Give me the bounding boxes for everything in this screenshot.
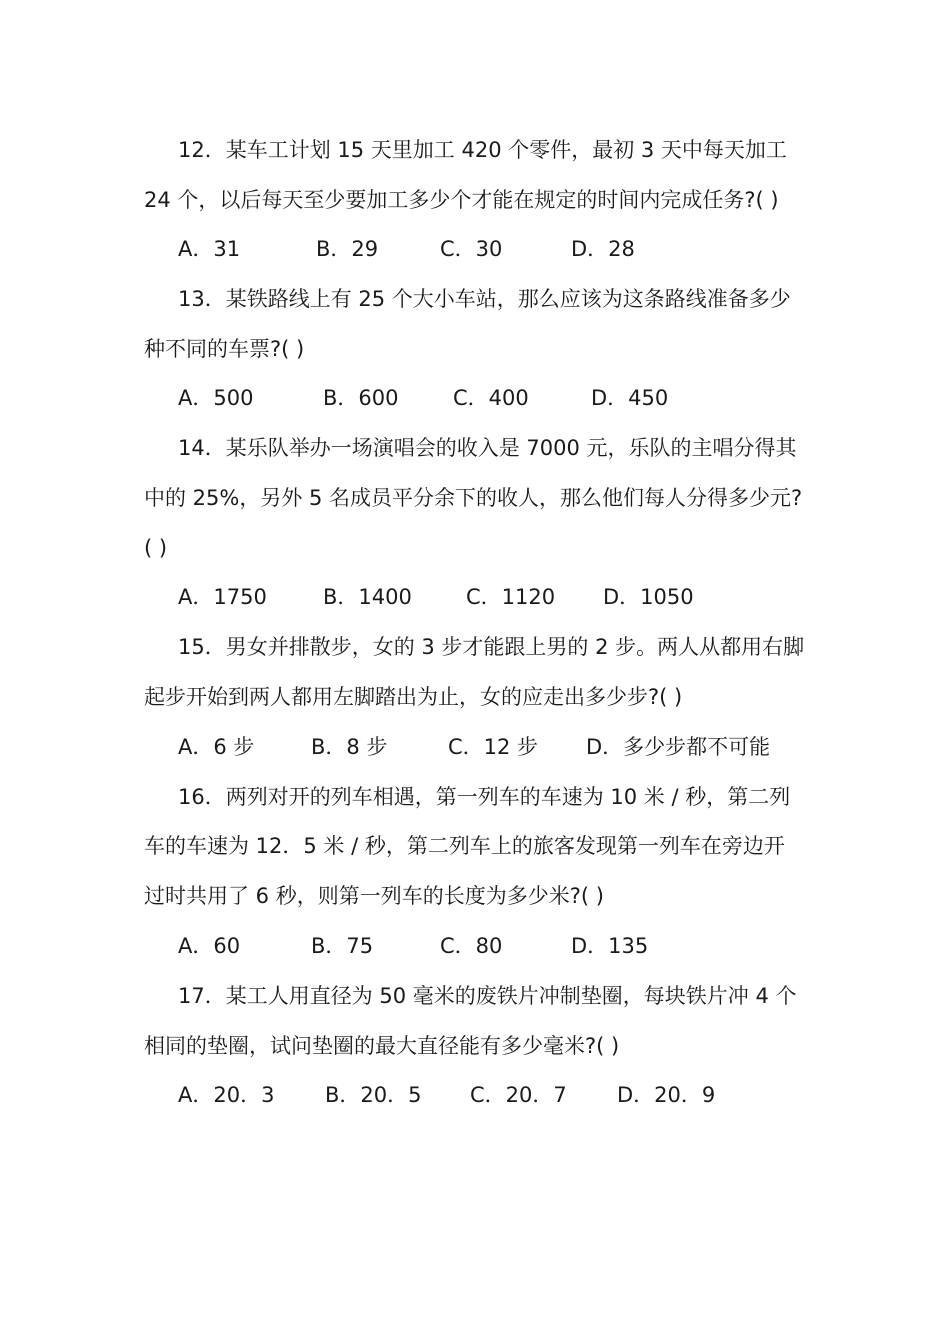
option-b: B．1400: [323, 585, 412, 609]
option-b: B．600: [323, 386, 399, 410]
question-14-line-3: ( ): [144, 536, 168, 560]
question-16-line-1: 16．两列对开的列车相遇，第一列车的车速为 10 米 / 秒，第二列: [178, 785, 791, 809]
option-d: D．28: [571, 237, 635, 261]
option-a: A．31: [178, 237, 241, 261]
question-17-line-2: 相同的垫圈，试问垫圈的最大直径能有多少毫米?( ): [144, 1034, 620, 1058]
question-12-line-2: 24 个，以后每天至少要加工多少个才能在规定的时间内完成任务?( ): [144, 188, 779, 212]
option-c: C．30: [440, 237, 503, 261]
option-a: A．20．3: [178, 1083, 275, 1107]
option-a: A．60: [178, 934, 241, 958]
option-b: B．20．5: [325, 1083, 422, 1107]
option-a: A．500: [178, 386, 254, 410]
option-d: D．135: [571, 934, 649, 958]
question-14-line-1: 14．某乐队举办一场演唱会的收入是 7000 元，乐队的主唱分得其: [178, 436, 797, 460]
question-16-options: [178, 931, 810, 961]
option-a: A．6 步: [178, 735, 255, 759]
option-d: D．1050: [603, 585, 694, 609]
option-b: B．75: [311, 934, 374, 958]
option-d: D．20．9: [617, 1083, 716, 1107]
question-13-options: [178, 383, 810, 413]
question-12-line-1: 12．某车工计划 15 天里加工 420 个零件，最初 3 天中每天加工: [178, 138, 787, 162]
question-17-options: [178, 1080, 810, 1110]
option-c: C．1120: [466, 585, 556, 609]
question-15-line-2: 起步开始到两人都用左脚踏出为止，女的应走出多少步?( ): [144, 685, 683, 709]
question-16-line-3: 过时共用了 6 秒，则第一列车的长度为多少米?( ): [144, 884, 604, 908]
question-14-line-2: 中的 25%，另外 5 名成员平分余下的收人，那么他们每人分得多少元?: [144, 486, 803, 510]
option-c: C．400: [453, 386, 529, 410]
option-d: D．450: [591, 386, 669, 410]
question-16-line-2: 车的车速为 12．5 米 / 秒，第二列车上的旅客发现第一列车在旁边开: [144, 834, 785, 858]
question-14-options: [178, 582, 810, 612]
option-c: C．20．7: [470, 1083, 567, 1107]
question-12-options: [178, 234, 810, 264]
question-13-line-2: 种不同的车票?( ): [144, 337, 305, 361]
question-17-line-1: 17．某工人用直径为 50 毫米的废铁片冲制垫圈，每块铁片冲 4 个: [178, 984, 797, 1008]
option-c: C．12 步: [448, 735, 539, 759]
question-13-line-1: 13．某铁路线上有 25 个大小车站，那么应该为这条路线准备多少: [178, 287, 791, 311]
option-b: B．29: [316, 237, 379, 261]
option-c: C．80: [440, 934, 503, 958]
option-b: B．8 步: [311, 735, 388, 759]
question-15-line-1: 15．男女并排散步，女的 3 步才能跟上男的 2 步。两人从都用右脚: [178, 635, 805, 659]
question-15-options: [178, 732, 810, 762]
option-a: A．1750: [178, 585, 267, 609]
option-d: D．多少步都不可能: [586, 735, 771, 759]
